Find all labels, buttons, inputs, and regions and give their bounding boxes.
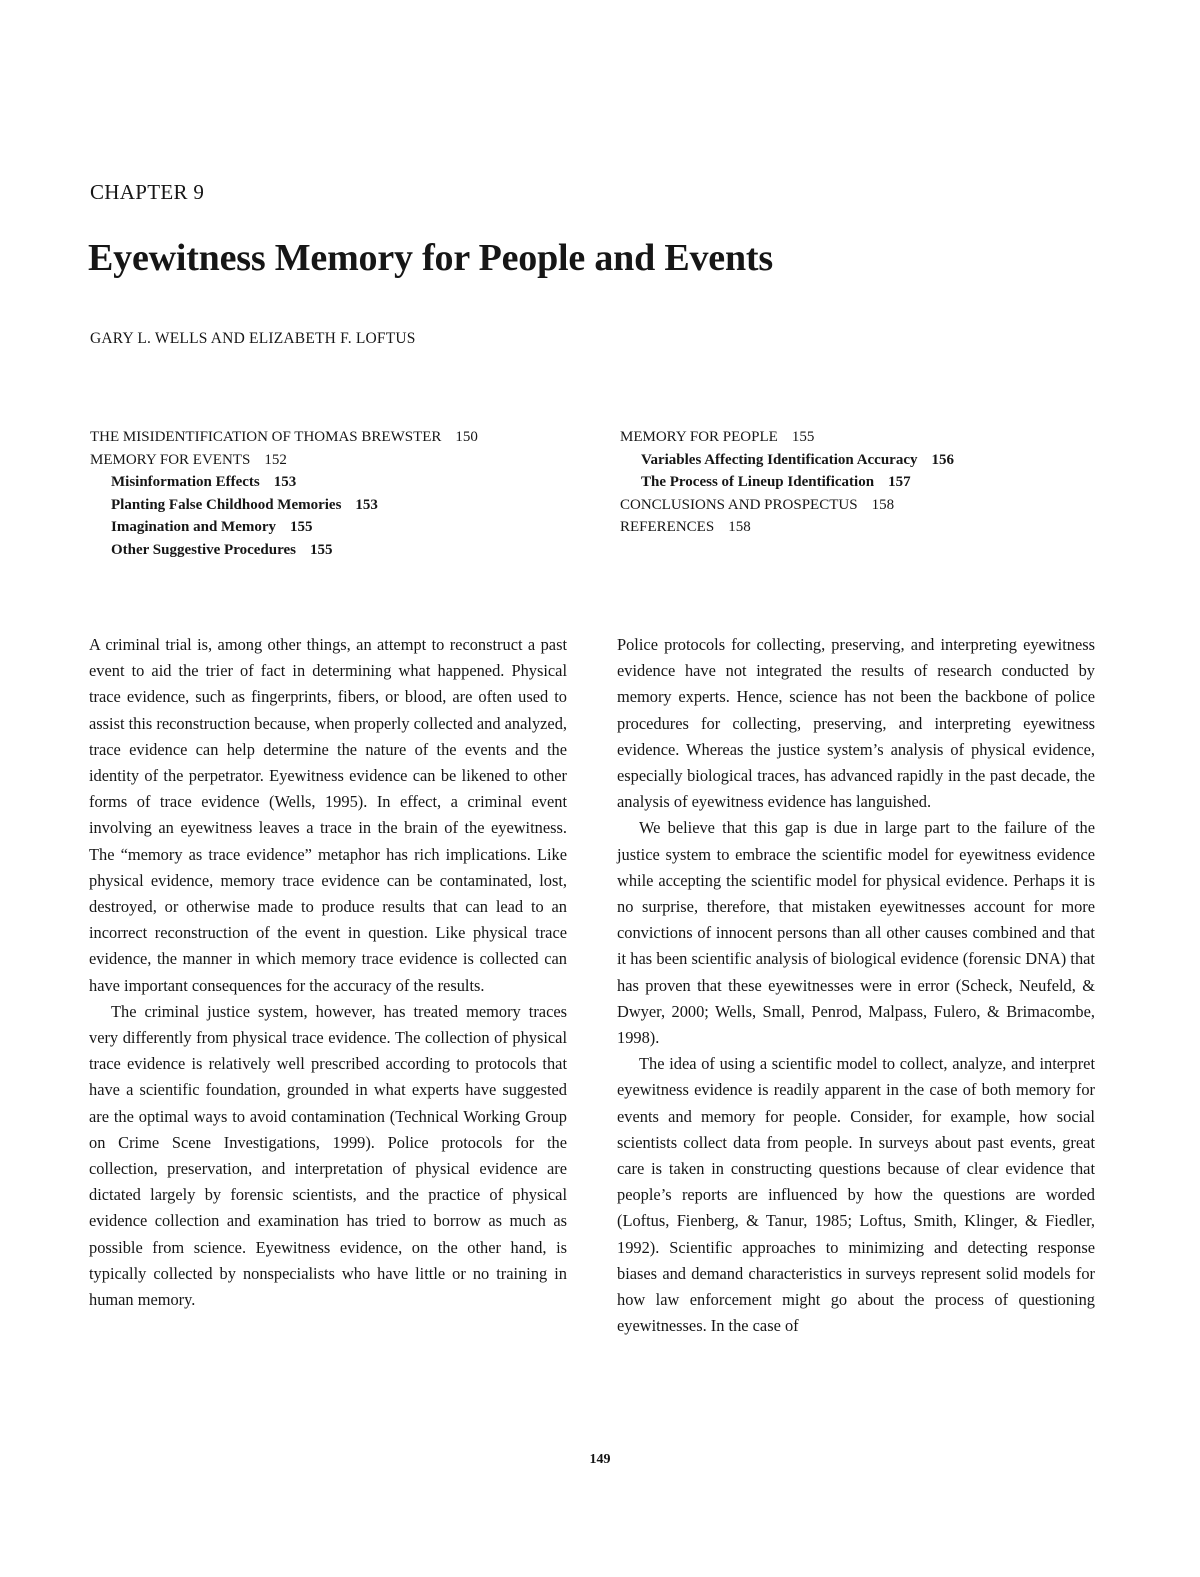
toc-entry-title: Variables Affecting Identification Accuracy [641, 451, 918, 468]
body-paragraph: A criminal trial is, among other things, an attempt to reconstruct a past event to aid the trier of fact in determining what happened. Physical trace evidence, such as fingerprints, fibers, or blood, are often used to assist this reconstruction because, when properly collected and analyzed, trace evidence can help determine the nature of the events and the identity of the perpetrator. Eyewitness evidence can be likened to other forms of trace evidence (Wells, 1995). In effect, a criminal event involving an eyewitness leaves a trace in the brain of the eyewitness. The “memory as trace evidence” metaphor has rich implications. Like physical evidence, memory trace evidence can be contaminated, lost, destroyed, or otherwise made to produce results that can lead to an incorrect reconstruction of the event in question. Like physical trace evidence, the manner in which memory trace evidence is collected can have important consequences for the accuracy of the results. [89, 635, 567, 995]
toc-entry-title: THE MISIDENTIFICATION OF THOMAS BREWSTER [90, 429, 442, 445]
toc-subentry [90, 516, 580, 539]
toc-subentry [620, 449, 1110, 472]
toc-entry-page: 155 [309, 541, 333, 558]
table-of-contents-right [620, 426, 1110, 539]
toc-entry-page: 153 [273, 474, 297, 490]
toc-entry-title: Misinformation Effects [111, 474, 260, 490]
toc-entry-title: REFERENCES [620, 519, 715, 535]
body-paragraph: Police protocols for collecting, preserving, and interpreting eyewitness evidence have not integrated the results of research conducted by memory experts. Hence, science has not been the backbone of police procedures for collecting, preserving, and interpreting eyewitness evidence. Whereas the justice system’s analysis of physical evidence, especially biological traces, has advanced rapidly in the past decade, the analysis of eyewitness evidence has languished. [617, 635, 1095, 812]
toc-entry-title: CONCLUSIONS AND PROSPECTUS [620, 496, 858, 513]
toc-entry-page: 157 [888, 474, 911, 490]
toc-entry-page: 152 [264, 451, 287, 468]
table-of-contents-left [90, 426, 580, 561]
toc-subentry [90, 494, 580, 517]
chapter-authors: GARY L. WELLS AND ELIZABETH F. LOFTUS [90, 330, 416, 347]
toc-entry-title: Planting False Childhood Memories [111, 496, 342, 513]
toc-entry-page: 155 [791, 429, 815, 445]
body-column-right [617, 632, 1095, 1339]
toc-entry [90, 449, 580, 472]
toc-entry [620, 494, 1110, 517]
chapter-label: CHAPTER 9 [90, 180, 205, 204]
toc-subentry [90, 471, 580, 494]
toc-entry-page: 150 [455, 429, 478, 445]
toc-entry [90, 426, 580, 449]
toc-entry-page: 153 [355, 496, 378, 513]
chapter-title: Eyewitness Memory for People and Events [88, 237, 773, 279]
toc-entry [620, 426, 1110, 449]
toc-subentry [620, 471, 1110, 494]
toc-entry-title: MEMORY FOR EVENTS [90, 451, 251, 468]
body-column-left [89, 632, 567, 1313]
toc-entry-title: Other Suggestive Procedures [111, 541, 296, 558]
page-number: 149 [589, 1452, 611, 1467]
toc-subentry [90, 539, 580, 562]
body-paragraph: We believe that this gap is due in large part to the failure of the justice system to embrace the scientific model for eyewitness evidence while accepting the scientific model for physical evidence. Perhaps it is no surprise, therefore, that mistaken eyewitnesses account for more convictions of innocent persons than all other causes combined and that it has been scientific analysis of biological evidence (forensic DNA) that has proven that these eyewitnesses were in error (Scheck, Neufeld, & Dwyer, 2000; Wells, Small, Penrod, Malpass, Fulero, & Brimacombe, 1998). [617, 818, 1095, 1048]
toc-entry-page: 155 [290, 519, 313, 535]
toc-entry-page: 158 [728, 519, 751, 535]
body-paragraph: The criminal justice system, however, has treated memory traces very differently from physical trace evidence. The collection of physical trace evidence is relatively well prescribed according to protocols that have a scientific foundation, grounded in what experts have suggested are the optimal ways to avoid contamination (Technical Working Group on Crime Scene Investigations, 1999). Police protocols for the collection, preservation, and interpretation of physical evidence are dictated largely by forensic scientists, and the practice of physical evidence collection and examination has tried to borrow as much as possible from science. Eyewitness evidence, on the other hand, is typically collected by nonspecialists who have little or no training in human memory. [89, 1001, 567, 1310]
toc-entry [620, 516, 1110, 539]
toc-entry-title: MEMORY FOR PEOPLE [620, 429, 778, 445]
toc-entry-page: 156 [931, 451, 954, 468]
body-paragraph: The idea of using a scientific model to collect, analyze, and interpret eyewitness evidence is readily apparent in the case of both memory for events and memory for people. Consider, for example, how social scientists collect data from people. In surveys about past events, great care is taken in constructing questions because of clear evidence that people’s reports are influenced by how the questions are worded (Loftus, Fienberg, & Tanur, 1985; Loftus, Smith, Klinger, & Fiedler, 1992). Scientific approaches to minimizing and detecting response biases and demand characteristics in surveys represent solid models for how law enforcement might go about the process of questioning eyewitnesses. In the case of [617, 1054, 1095, 1336]
toc-entry-title: The Process of Lineup Identification [641, 474, 875, 490]
toc-entry-page: 158 [871, 496, 895, 513]
toc-entry-title: Imagination and Memory [111, 519, 276, 535]
